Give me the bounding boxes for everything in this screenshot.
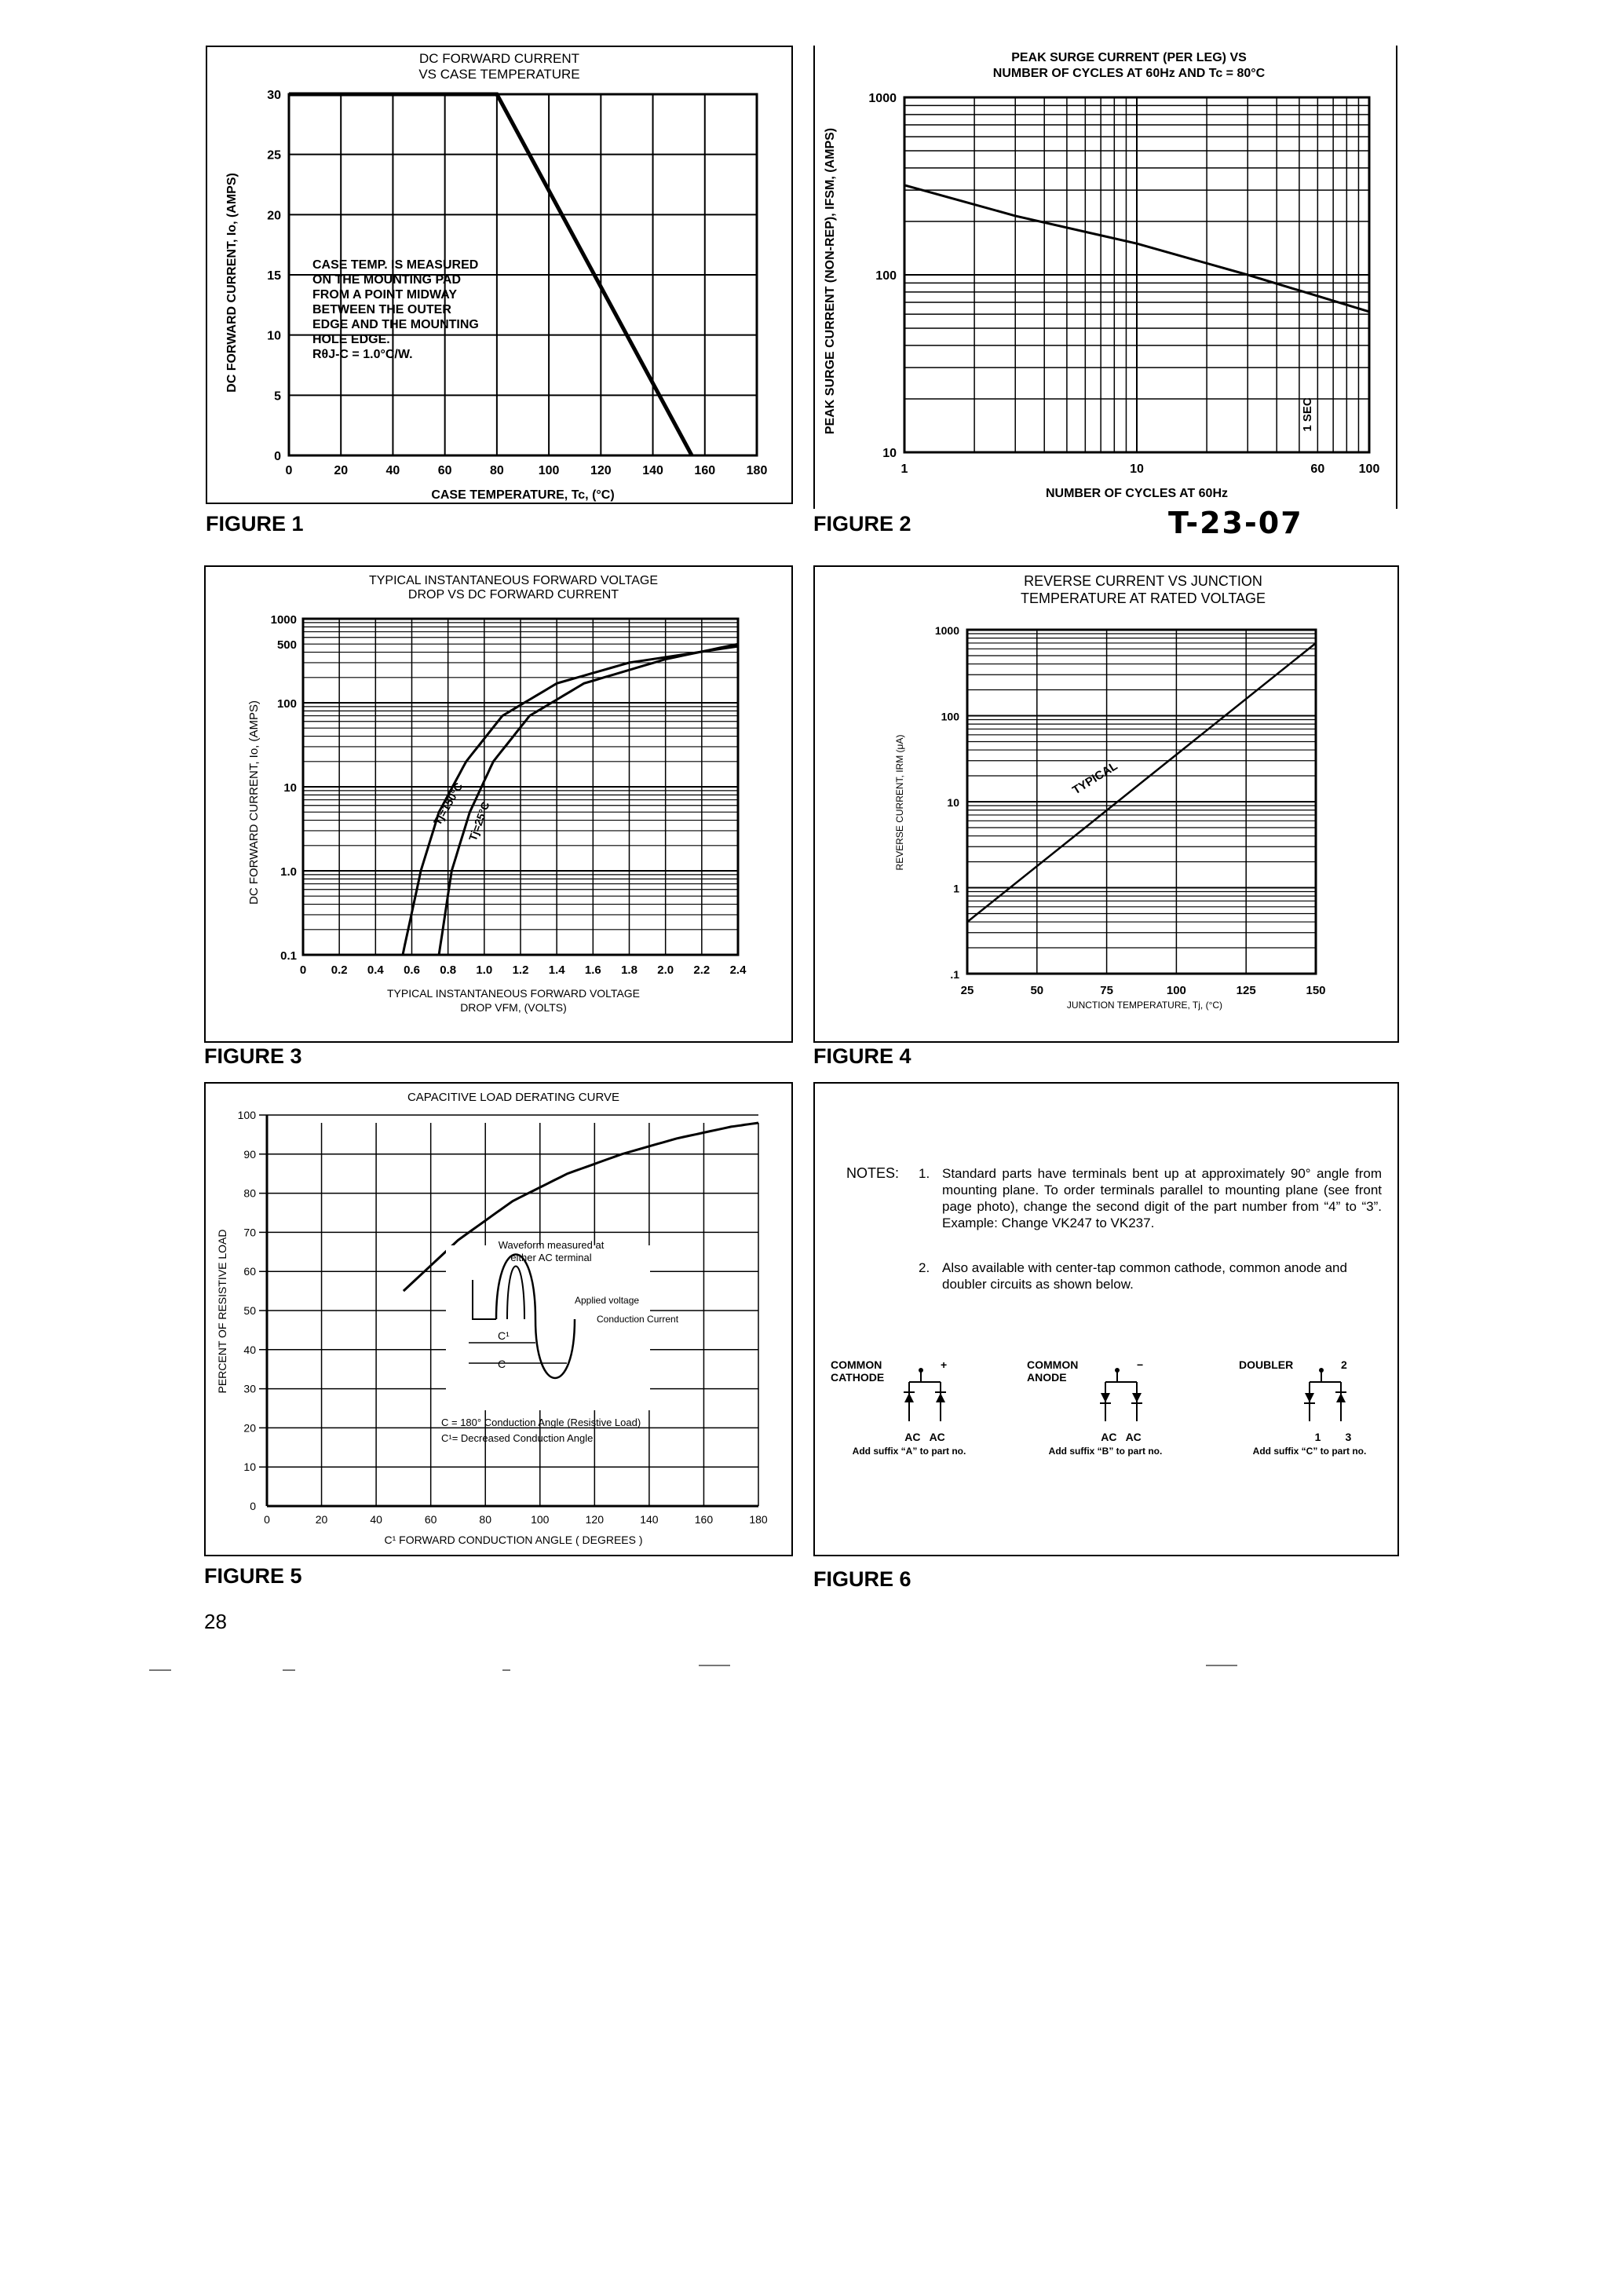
x-tick-label: 0 — [264, 1513, 270, 1526]
x-tick-label: 0.8 — [440, 963, 457, 977]
figure5-label: FIGURE 5 — [204, 1564, 302, 1588]
x-tick-label: 75 — [1100, 984, 1113, 997]
stamp-code: T-23-07 — [1168, 506, 1303, 540]
y-tick-label: 1000 — [270, 613, 297, 627]
x-tick-label: 0 — [285, 464, 293, 477]
x-tick-label: 160 — [694, 1513, 714, 1526]
circuit-common-anode — [1027, 1358, 1184, 1476]
annotation-line: ON THE MOUNTING PAD — [312, 273, 462, 287]
x-tick-label: 0 — [299, 963, 307, 977]
x-tick-label: 40 — [370, 1513, 382, 1526]
y-tick-label: 40 — [243, 1343, 256, 1356]
figure3-panel — [204, 565, 793, 1043]
x-tick-label: 2.4 — [729, 963, 747, 977]
figure1-chart — [207, 47, 791, 503]
y-tick-label: 1000 — [934, 624, 959, 637]
diode-pair-icon — [1098, 1366, 1153, 1429]
y-tick-label: 0.1 — [280, 949, 297, 963]
chart-title: NUMBER OF CYCLES AT 60Hz AND Tc = 80°C — [992, 67, 1266, 80]
circuit-pin: 2 — [1341, 1358, 1347, 1371]
scan-mark — [149, 1669, 171, 1671]
y-axis-label: PERCENT OF RESISTIVE LOAD — [216, 1229, 228, 1394]
annotation-line: CASE TEMP. IS MEASURED — [312, 258, 479, 272]
circuit-title: COMMON CATHODE — [831, 1358, 885, 1384]
y-tick-label: 15 — [267, 269, 281, 283]
figure3-label: FIGURE 3 — [204, 1044, 302, 1068]
inset-legend: C¹= Decreased Conduction Angle — [441, 1432, 594, 1444]
x-tick-label: 0.6 — [404, 963, 420, 977]
y-tick-label: 10 — [243, 1461, 256, 1474]
x-tick-label: 0.4 — [367, 963, 384, 977]
y-tick-label: 1.0 — [280, 865, 297, 879]
chart-title: TYPICAL INSTANTANEOUS FORWARD VOLTAGE — [368, 574, 659, 587]
series-line — [967, 643, 1316, 922]
y-tick-label: 10 — [882, 447, 897, 460]
figure2-chart — [815, 46, 1396, 509]
y-tick-label: 50 — [243, 1304, 256, 1317]
inset-c: C — [498, 1358, 506, 1370]
chart-title: REVERSE CURRENT VS JUNCTION — [1024, 573, 1262, 589]
x-tick-label: 20 — [315, 1513, 328, 1526]
scan-mark — [699, 1665, 730, 1666]
diode-pair-icon — [901, 1366, 956, 1429]
chart-title: PEAK SURGE CURRENT (PER LEG) VS — [1011, 51, 1247, 64]
x-tick-label: 2.0 — [657, 963, 674, 977]
y-axis-label: DC FORWARD CURRENT, Io, (AMPS) — [225, 173, 239, 393]
chart-title: TEMPERATURE AT RATED VOLTAGE — [1020, 590, 1266, 606]
y-tick-label: 20 — [267, 209, 281, 223]
x-tick-label: 2.2 — [693, 963, 711, 977]
circuit-suffix: Add suffix “C” to part no. — [1252, 1446, 1367, 1457]
chart-title: VS CASE TEMPERATURE — [418, 67, 580, 82]
x-axis-label: TYPICAL INSTANTANEOUS FORWARD VOLTAGE — [386, 987, 641, 1000]
annotation-line: RθJ-C = 1.0°C/W. — [312, 348, 413, 361]
series-label: Tj=150°C — [430, 780, 466, 828]
y-tick-label: 10 — [267, 329, 281, 343]
y-tick-label: 100 — [875, 269, 897, 283]
figure3-chart — [206, 567, 791, 1041]
y-tick-label: 0 — [250, 1500, 256, 1512]
circuit-suffix: Add suffix “B” to part no. — [1048, 1446, 1163, 1457]
figure2-panel — [813, 46, 1397, 509]
inset-conduction-label: Conduction Current — [597, 1314, 679, 1325]
x-tick-label: 80 — [479, 1513, 492, 1526]
y-tick-label: 60 — [243, 1265, 256, 1278]
series-label: Tj=25°C — [466, 799, 492, 843]
annotation: 1 SEC — [1301, 397, 1314, 432]
circuit-pin: − — [1137, 1358, 1144, 1371]
y-tick-label: 30 — [243, 1382, 256, 1395]
x-tick-label: 80 — [489, 464, 504, 477]
x-tick-label: 25 — [960, 984, 974, 997]
x-tick-label: 125 — [1236, 984, 1256, 997]
y-tick-label: 5 — [274, 389, 281, 404]
note-2-number: 2. — [919, 1260, 930, 1275]
y-axis-label: REVERSE CURRENT, IRM (μA) — [894, 734, 905, 871]
y-tick-label: 80 — [243, 1186, 256, 1200]
x-tick-label: 40 — [385, 464, 400, 477]
x-axis-label: CASE TEMPERATURE, Tc, (°C) — [431, 488, 615, 502]
x-axis-label: JUNCTION TEMPERATURE, Tj, (°C) — [1066, 1000, 1223, 1011]
y-tick-label: 25 — [267, 148, 281, 163]
y-tick-label: 1 — [953, 882, 959, 895]
y-axis-label: DC FORWARD CURRENT, Io, (AMPS) — [247, 700, 261, 905]
figure6-label: FIGURE 6 — [813, 1567, 911, 1591]
x-tick-label: 140 — [640, 1513, 659, 1526]
x-tick-label: 120 — [585, 1513, 605, 1526]
circuit-terminals: AC AC — [904, 1431, 945, 1443]
scan-mark — [502, 1669, 510, 1671]
x-tick-label: 1.2 — [512, 963, 529, 977]
scan-mark — [283, 1669, 295, 1671]
x-tick-label: 60 — [437, 464, 452, 477]
inset-applied: Applied voltage — [575, 1295, 640, 1306]
annotation-line: FROM A POINT MIDWAY — [312, 288, 457, 302]
figure1-label: FIGURE 1 — [206, 512, 304, 536]
y-tick-label: 10 — [283, 781, 297, 795]
figure4-chart — [815, 567, 1397, 1041]
figure5-chart — [206, 1084, 791, 1555]
y-tick-label: 30 — [267, 89, 281, 102]
x-tick-label: 10 — [1130, 462, 1144, 476]
figure6-panel — [813, 1082, 1399, 1556]
x-tick-label: 100 — [1358, 462, 1380, 476]
chart-title: CAPACITIVE LOAD DERATING CURVE — [407, 1091, 620, 1104]
x-tick-label: 180 — [746, 464, 768, 477]
annotation: TYPICAL — [1070, 759, 1120, 798]
y-tick-label: 0 — [274, 450, 281, 463]
x-tick-label: 1.0 — [476, 963, 493, 977]
x-tick-label: 60 — [1310, 462, 1325, 476]
x-tick-label: 100 — [538, 464, 560, 477]
y-tick-label: 100 — [237, 1109, 256, 1121]
y-tick-label: 500 — [276, 638, 297, 653]
annotation-line: HOLE EDGE. — [312, 333, 390, 346]
circuit-doubler — [1223, 1358, 1380, 1476]
y-tick-label: 90 — [243, 1147, 256, 1161]
annotation-line: EDGE AND THE MOUNTING — [312, 318, 479, 331]
notes-lead: NOTES: — [846, 1165, 900, 1181]
page-number: 28 — [204, 1610, 227, 1633]
figure4-panel — [813, 565, 1399, 1043]
circuit-suffix: Add suffix “A” to part no. — [852, 1446, 966, 1457]
y-tick-label: 70 — [243, 1226, 256, 1239]
notes-block — [815, 1084, 1397, 1555]
note-1-text: Standard parts have terminals bent up at approximately 90° angle from mounting plane. To order terminals parallel to mounting plane (see front page photo), change the second digit of the part number from “4” to “3”. Example: Change VK247 to VK237. — [942, 1166, 1382, 1230]
diode-doubler-icon — [1302, 1366, 1357, 1429]
note-1-number: 1. — [919, 1166, 930, 1181]
x-tick-label: 150 — [1306, 984, 1326, 997]
circuit-terminals: 1 3 — [1314, 1431, 1352, 1443]
x-axis-label: C¹ FORWARD CONDUCTION ANGLE ( DEGREES ) — [384, 1534, 643, 1546]
figure4-label: FIGURE 4 — [813, 1044, 911, 1068]
y-tick-label: 10 — [947, 796, 959, 809]
figure1-panel — [206, 46, 793, 504]
inset-note: either AC terminal — [510, 1252, 592, 1263]
figure5-panel — [204, 1082, 793, 1556]
x-axis-label: DROP VFM, (VOLTS) — [460, 1001, 567, 1014]
x-tick-label: 1 — [901, 462, 908, 476]
x-tick-label: 0.2 — [331, 963, 348, 977]
chart-title: DC FORWARD CURRENT — [419, 51, 579, 66]
x-tick-label: 100 — [1166, 984, 1186, 997]
x-tick-label: 50 — [1030, 984, 1044, 997]
x-axis-label: NUMBER OF CYCLES AT 60Hz — [1045, 487, 1229, 500]
y-tick-label: 100 — [276, 697, 297, 711]
annotation-line: BETWEEN THE OUTER — [312, 303, 451, 316]
inset-c1: C¹ — [498, 1329, 510, 1342]
x-tick-label: 1.8 — [621, 963, 637, 977]
circuit-pin: + — [941, 1358, 948, 1371]
x-tick-label: 120 — [590, 464, 612, 477]
inset-legend: C = 180° Conduction Angle (Resistive Load) — [441, 1417, 641, 1428]
circuit-title: COMMON ANODE — [1027, 1358, 1079, 1384]
x-tick-label: 1.4 — [548, 963, 565, 977]
x-tick-label: 1.6 — [584, 963, 601, 977]
y-axis-label: PEAK SURGE CURRENT (NON-REP), IFSM, (AMPS) — [824, 127, 837, 435]
scan-mark — [1206, 1665, 1237, 1666]
note-2-text: Also available with center-tap common cathode, common anode and doubler circuits as shown below. — [942, 1260, 1347, 1292]
figure2-label: FIGURE 2 — [813, 512, 911, 536]
x-tick-label: 180 — [749, 1513, 768, 1526]
x-tick-label: 160 — [694, 464, 716, 477]
inset-note: Waveform measured at — [498, 1239, 605, 1251]
x-tick-label: 60 — [424, 1513, 437, 1526]
circuit-title: DOUBLER — [1239, 1358, 1294, 1371]
circuit-common-cathode — [831, 1358, 988, 1476]
circuit-terminals: AC AC — [1101, 1431, 1142, 1443]
x-tick-label: 100 — [531, 1513, 550, 1526]
y-tick-label: .1 — [950, 968, 959, 981]
x-tick-label: 20 — [334, 464, 349, 477]
y-tick-label: 20 — [243, 1421, 256, 1435]
inset-background — [446, 1245, 650, 1410]
chart-title: DROP VS DC FORWARD CURRENT — [407, 588, 619, 601]
y-tick-label: 1000 — [868, 92, 897, 105]
x-tick-label: 140 — [642, 464, 663, 477]
y-tick-label: 100 — [941, 710, 959, 723]
